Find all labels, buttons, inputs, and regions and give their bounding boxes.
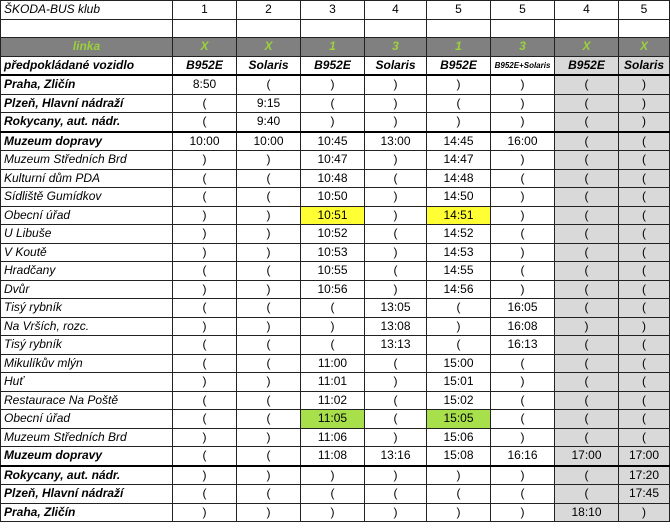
time-cell: 10:45 xyxy=(301,132,365,151)
time-cell: ( xyxy=(619,169,670,188)
time-cell: ) xyxy=(491,94,555,113)
time-cell: ( xyxy=(237,299,301,318)
time-cell: ( xyxy=(365,485,427,504)
time-cell: ( xyxy=(555,225,619,244)
time-cell: 10:48 xyxy=(301,169,365,188)
time-cell: 9:15 xyxy=(237,94,301,113)
time-cell: ) xyxy=(491,466,555,485)
time-cell: 17:00 xyxy=(555,447,619,466)
line-label: linka xyxy=(1,38,173,57)
time-cell: ( xyxy=(301,94,365,113)
time-cell: ( xyxy=(619,354,670,373)
time-cell: ) xyxy=(491,188,555,207)
time-cell: ( xyxy=(237,188,301,207)
time-cell: ) xyxy=(365,280,427,299)
blank-cell xyxy=(301,19,365,38)
stop-row xyxy=(1,113,670,132)
time-cell: 11:00 xyxy=(301,354,365,373)
time-cell: ( xyxy=(365,262,427,281)
time-cell: ) xyxy=(173,503,237,522)
time-cell: ) xyxy=(237,317,301,336)
time-cell: 13:08 xyxy=(365,317,427,336)
time-cell: ) xyxy=(619,503,670,522)
time-cell: 10:47 xyxy=(301,151,365,170)
time-cell: ) xyxy=(365,113,427,132)
time-cell: ) xyxy=(301,317,365,336)
time-cell: ) xyxy=(173,280,237,299)
time-cell: 10:56 xyxy=(301,280,365,299)
vehicle-type: Solaris xyxy=(365,56,427,75)
time-cell: ( xyxy=(237,391,301,410)
stop-row xyxy=(1,336,670,355)
vehicle-type: B952E xyxy=(555,56,619,75)
time-cell: ) xyxy=(237,466,301,485)
time-cell: 13:05 xyxy=(365,299,427,318)
stop-name: Na Vrších, rozc. xyxy=(1,317,173,336)
time-cell: ) xyxy=(491,243,555,262)
time-cell: ) xyxy=(427,317,491,336)
time-cell: ( xyxy=(555,132,619,151)
stop-name: Muzeum Středních Brd xyxy=(1,428,173,447)
time-cell: ) xyxy=(173,225,237,244)
time-cell: 11:02 xyxy=(301,391,365,410)
vehicle-type: B952E xyxy=(301,56,365,75)
time-cell: ) xyxy=(173,373,237,392)
vehicle-row xyxy=(1,56,670,75)
line-number: X xyxy=(619,38,670,57)
column-number: 4 xyxy=(365,1,427,20)
time-cell: ( xyxy=(619,373,670,392)
time-cell: ( xyxy=(365,410,427,429)
time-cell: ) xyxy=(365,151,427,170)
time-cell: ) xyxy=(237,206,301,225)
time-cell: 14:56 xyxy=(427,280,491,299)
time-cell: ) xyxy=(365,466,427,485)
time-cell: ( xyxy=(491,262,555,281)
time-cell: 11:08 xyxy=(301,447,365,466)
stop-row xyxy=(1,280,670,299)
time-cell: ) xyxy=(173,206,237,225)
time-cell: ) xyxy=(173,243,237,262)
time-cell: ( xyxy=(555,485,619,504)
line-number: X xyxy=(173,38,237,57)
stop-name: Huť xyxy=(1,373,173,392)
time-cell: 8:50 xyxy=(173,75,237,94)
time-cell: ( xyxy=(619,280,670,299)
time-cell: 13:16 xyxy=(365,447,427,466)
stop-row xyxy=(1,410,670,429)
time-cell: ( xyxy=(301,485,365,504)
stop-name: V Koutě xyxy=(1,243,173,262)
time-cell: ( xyxy=(555,262,619,281)
stop-name: Tisý rybník xyxy=(1,336,173,355)
time-cell: ) xyxy=(237,373,301,392)
stop-name: Tisý rybník xyxy=(1,299,173,318)
time-cell: 16:16 xyxy=(491,447,555,466)
time-cell: 14:53 xyxy=(427,243,491,262)
stop-name: Plzeň, Hlavní nádraží xyxy=(1,94,173,113)
time-cell: ( xyxy=(619,188,670,207)
vehicle-type: B952E xyxy=(173,56,237,75)
time-cell: ) xyxy=(427,466,491,485)
stop-row xyxy=(1,317,670,336)
stop-name: Kulturní dům PDA xyxy=(1,169,173,188)
time-cell: 15:05 xyxy=(427,410,491,429)
time-cell: 10:51 xyxy=(301,206,365,225)
time-cell: ) xyxy=(237,225,301,244)
time-cell: ( xyxy=(237,75,301,94)
blank-cell xyxy=(237,19,301,38)
stop-row xyxy=(1,503,670,522)
time-cell: ( xyxy=(619,391,670,410)
time-cell: ( xyxy=(555,428,619,447)
line-number: 3 xyxy=(365,38,427,57)
time-cell: ) xyxy=(365,503,427,522)
stop-row xyxy=(1,466,670,485)
time-cell: ) xyxy=(365,373,427,392)
time-cell: ( xyxy=(619,428,670,447)
column-number: 4 xyxy=(555,1,619,20)
column-number: 2 xyxy=(237,1,301,20)
line-number: X xyxy=(555,38,619,57)
time-cell: ) xyxy=(427,75,491,94)
stop-row xyxy=(1,206,670,225)
vehicle-type: B952E xyxy=(427,56,491,75)
time-cell: ( xyxy=(555,299,619,318)
time-cell: ( xyxy=(491,485,555,504)
time-cell: ( xyxy=(237,354,301,373)
time-cell: ) xyxy=(491,206,555,225)
time-cell: ) xyxy=(427,503,491,522)
time-cell: ( xyxy=(427,336,491,355)
time-cell: ) xyxy=(619,113,670,132)
time-cell: ( xyxy=(427,299,491,318)
time-cell: ) xyxy=(619,94,670,113)
column-number: 5 xyxy=(619,1,670,20)
column-number: 5 xyxy=(427,1,491,20)
time-cell: ) xyxy=(365,188,427,207)
header-row-columns xyxy=(1,1,670,20)
stop-row xyxy=(1,262,670,281)
stop-row xyxy=(1,485,670,504)
time-cell: ( xyxy=(555,113,619,132)
time-cell: ( xyxy=(173,336,237,355)
time-cell: ( xyxy=(555,336,619,355)
time-cell: ( xyxy=(619,336,670,355)
time-cell: 13:00 xyxy=(365,132,427,151)
stop-row xyxy=(1,188,670,207)
time-cell: 17:00 xyxy=(619,447,670,466)
vehicle-type: Solaris xyxy=(619,56,670,75)
stop-row xyxy=(1,447,670,466)
time-cell: ) xyxy=(491,151,555,170)
time-cell: ( xyxy=(491,225,555,244)
time-cell: ( xyxy=(237,262,301,281)
time-cell: 14:45 xyxy=(427,132,491,151)
stop-row xyxy=(1,428,670,447)
time-cell: ) xyxy=(619,317,670,336)
stop-row xyxy=(1,169,670,188)
time-cell: ( xyxy=(555,280,619,299)
time-cell: ) xyxy=(491,75,555,94)
time-cell: ) xyxy=(301,466,365,485)
time-cell: 15:08 xyxy=(427,447,491,466)
time-cell: ( xyxy=(173,94,237,113)
time-cell: ) xyxy=(427,113,491,132)
stop-name: Rokycany, aut. nádr. xyxy=(1,466,173,485)
stop-row xyxy=(1,299,670,318)
time-cell: 10:55 xyxy=(301,262,365,281)
time-cell: 17:45 xyxy=(619,485,670,504)
time-cell: 14:51 xyxy=(427,206,491,225)
time-cell: ( xyxy=(619,132,670,151)
time-cell: ( xyxy=(173,410,237,429)
time-cell: 16:05 xyxy=(491,299,555,318)
time-cell: ( xyxy=(301,336,365,355)
time-cell: ) xyxy=(491,280,555,299)
time-cell: ) xyxy=(365,243,427,262)
time-cell: ( xyxy=(173,354,237,373)
stop-row xyxy=(1,243,670,262)
stop-name: Obecní úřad xyxy=(1,410,173,429)
time-cell: ) xyxy=(491,503,555,522)
stop-row xyxy=(1,373,670,392)
stop-name: Muzeum dopravy xyxy=(1,132,173,151)
time-cell: 10:00 xyxy=(237,132,301,151)
blank-cell xyxy=(427,19,491,38)
time-cell: ) xyxy=(237,151,301,170)
time-cell: ) xyxy=(173,317,237,336)
time-cell: 18:10 xyxy=(555,503,619,522)
time-cell: ( xyxy=(173,262,237,281)
time-cell: ( xyxy=(619,299,670,318)
line-number: X xyxy=(237,38,301,57)
time-cell: ) xyxy=(555,317,619,336)
stop-name: Mikulíkův mlýn xyxy=(1,354,173,373)
time-cell: 13:13 xyxy=(365,336,427,355)
stop-row xyxy=(1,132,670,151)
stop-row xyxy=(1,151,670,170)
vehicle-type: B952E+Solaris xyxy=(491,56,555,75)
time-cell: ( xyxy=(619,206,670,225)
time-cell: ) xyxy=(237,503,301,522)
stop-row xyxy=(1,225,670,244)
time-cell: ( xyxy=(555,354,619,373)
time-cell: 17:20 xyxy=(619,466,670,485)
vehicle-type: Solaris xyxy=(237,56,301,75)
time-cell: ( xyxy=(555,373,619,392)
time-cell: ( xyxy=(173,447,237,466)
time-cell: ( xyxy=(555,169,619,188)
time-cell: ) xyxy=(365,206,427,225)
time-cell: ( xyxy=(427,485,491,504)
time-cell: ( xyxy=(619,151,670,170)
table-title: ŠKODA-BUS klub xyxy=(1,1,173,20)
time-cell: ) xyxy=(301,75,365,94)
time-cell: 15:00 xyxy=(427,354,491,373)
stop-row xyxy=(1,391,670,410)
time-cell: ( xyxy=(237,485,301,504)
time-cell: ( xyxy=(619,225,670,244)
time-cell: ( xyxy=(619,262,670,281)
stop-row xyxy=(1,94,670,113)
time-cell: ( xyxy=(173,485,237,504)
time-cell: ( xyxy=(237,447,301,466)
time-cell: 15:02 xyxy=(427,391,491,410)
time-cell: ( xyxy=(555,466,619,485)
time-cell: ( xyxy=(301,299,365,318)
time-cell: ) xyxy=(619,75,670,94)
time-cell: 16:08 xyxy=(491,317,555,336)
time-cell: 14:50 xyxy=(427,188,491,207)
time-cell: ( xyxy=(491,354,555,373)
time-cell: ( xyxy=(237,410,301,429)
blank-row xyxy=(1,19,670,38)
time-cell: ( xyxy=(173,113,237,132)
time-cell: ( xyxy=(555,94,619,113)
time-cell: ( xyxy=(555,243,619,262)
blank-cell xyxy=(1,19,173,38)
stop-name: Rokycany, aut. nádr. xyxy=(1,113,173,132)
line-number: 3 xyxy=(491,38,555,57)
time-cell: ( xyxy=(365,169,427,188)
stop-name: Praha, Zličín xyxy=(1,75,173,94)
stop-name: U Libuše xyxy=(1,225,173,244)
time-cell: ( xyxy=(491,410,555,429)
stop-name: Muzeum Středních Brd xyxy=(1,151,173,170)
stop-row xyxy=(1,75,670,94)
time-cell: ( xyxy=(491,391,555,410)
blank-cell xyxy=(173,19,237,38)
blank-cell xyxy=(619,19,670,38)
time-cell: ( xyxy=(365,391,427,410)
time-cell: ) xyxy=(173,466,237,485)
time-cell: ( xyxy=(365,354,427,373)
time-cell: ( xyxy=(427,94,491,113)
time-cell: 10:00 xyxy=(173,132,237,151)
time-cell: 15:06 xyxy=(427,428,491,447)
time-cell: 14:47 xyxy=(427,151,491,170)
time-cell: ( xyxy=(365,225,427,244)
time-cell: ( xyxy=(173,391,237,410)
stop-name: Obecní úřad xyxy=(1,206,173,225)
time-cell: ( xyxy=(619,243,670,262)
line-row xyxy=(1,38,670,57)
column-number: 1 xyxy=(173,1,237,20)
time-cell: ) xyxy=(301,503,365,522)
time-cell: ) xyxy=(365,94,427,113)
time-cell: 11:05 xyxy=(301,410,365,429)
stop-name: Restaurace Na Poště xyxy=(1,391,173,410)
stop-row xyxy=(1,354,670,373)
time-cell: ( xyxy=(555,410,619,429)
blank-cell xyxy=(365,19,427,38)
stop-name: Dvůr xyxy=(1,280,173,299)
line-number: 1 xyxy=(427,38,491,57)
time-cell: ) xyxy=(491,113,555,132)
time-cell: 10:53 xyxy=(301,243,365,262)
time-cell: ( xyxy=(173,299,237,318)
stop-name: Hradčany xyxy=(1,262,173,281)
time-cell: 14:55 xyxy=(427,262,491,281)
time-cell: ( xyxy=(555,75,619,94)
time-cell: 16:13 xyxy=(491,336,555,355)
time-cell: ) xyxy=(173,428,237,447)
time-cell: 9:40 xyxy=(237,113,301,132)
stop-name: Plzeň, Hlavní nádraží xyxy=(1,485,173,504)
time-cell: 14:48 xyxy=(427,169,491,188)
time-cell: ( xyxy=(237,169,301,188)
time-cell: ) xyxy=(237,428,301,447)
time-cell: ( xyxy=(237,336,301,355)
column-number: 5 xyxy=(491,1,555,20)
time-cell: ( xyxy=(173,188,237,207)
time-cell: ) xyxy=(491,428,555,447)
line-number: 1 xyxy=(301,38,365,57)
time-cell: 15:01 xyxy=(427,373,491,392)
time-cell: 11:06 xyxy=(301,428,365,447)
time-cell: ( xyxy=(555,206,619,225)
vehicle-label: předpokládané vozidlo xyxy=(1,56,173,75)
time-cell: ( xyxy=(555,188,619,207)
blank-cell xyxy=(555,19,619,38)
column-number: 3 xyxy=(301,1,365,20)
stop-name: Sídliště Gumídkov xyxy=(1,188,173,207)
time-cell: ( xyxy=(491,169,555,188)
time-cell: 11:01 xyxy=(301,373,365,392)
time-cell: ) xyxy=(365,428,427,447)
time-cell: ) xyxy=(491,373,555,392)
time-cell: 10:52 xyxy=(301,225,365,244)
time-cell: ) xyxy=(301,113,365,132)
time-cell: ) xyxy=(365,75,427,94)
time-cell: ) xyxy=(237,243,301,262)
time-cell: ( xyxy=(555,151,619,170)
time-cell: ) xyxy=(237,280,301,299)
stop-name: Muzeum dopravy xyxy=(1,447,173,466)
time-cell: 10:50 xyxy=(301,188,365,207)
time-cell: 14:52 xyxy=(427,225,491,244)
time-cell: 16:00 xyxy=(491,132,555,151)
time-cell: ) xyxy=(173,151,237,170)
time-cell: ( xyxy=(555,391,619,410)
time-cell: ( xyxy=(619,410,670,429)
time-cell: ( xyxy=(173,169,237,188)
stop-name: Praha, Zličín xyxy=(1,503,173,522)
blank-cell xyxy=(491,19,555,38)
